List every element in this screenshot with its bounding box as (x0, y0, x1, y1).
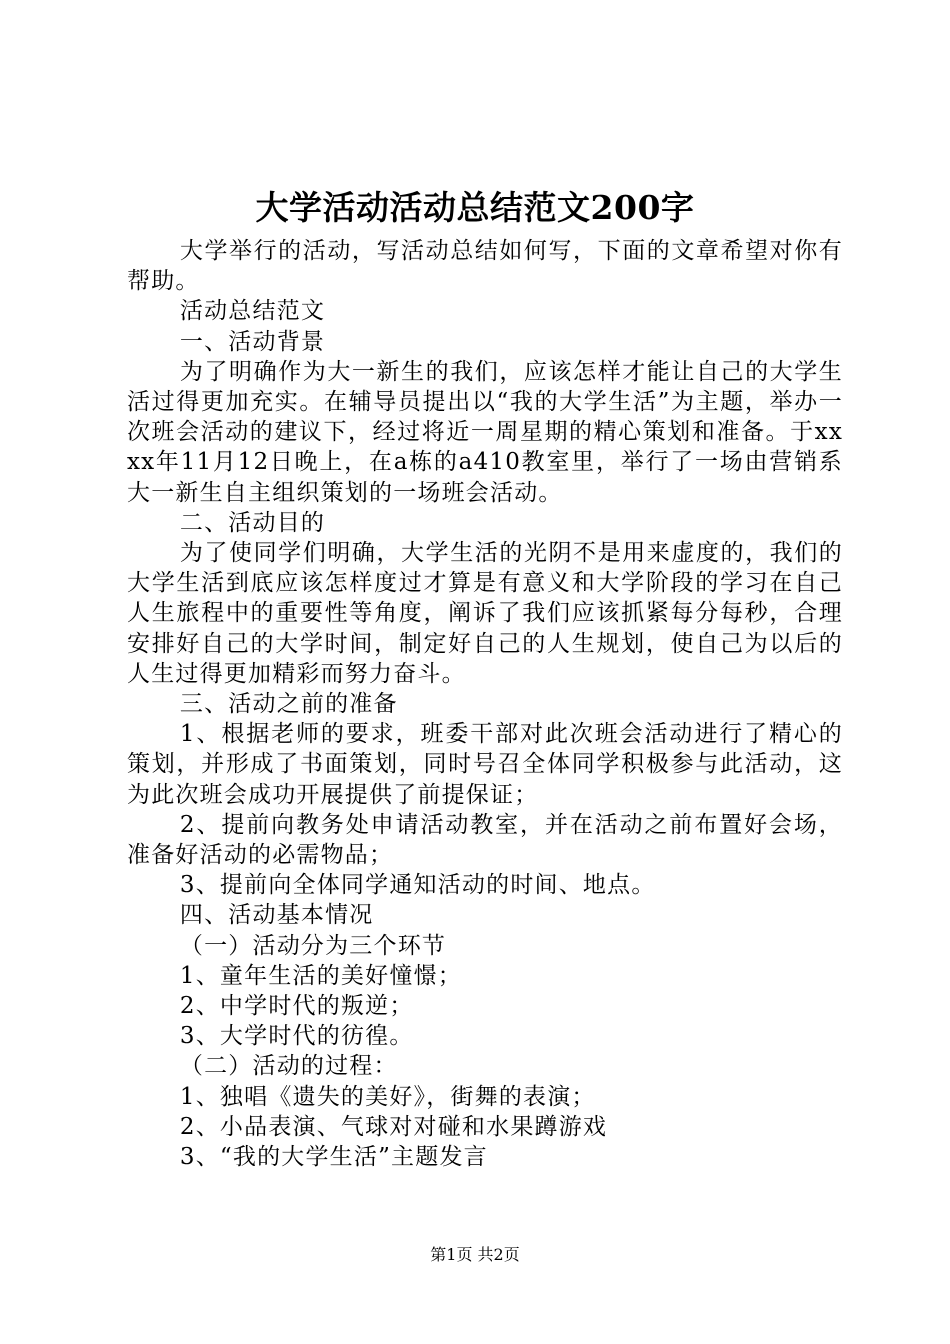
list-item-process-2: 2、小品表演、气球对对碰和水果蹲游戏 (179, 1113, 608, 1140)
paragraph-background: 为了明确作为大一新生的我们，应该怎样才能让自己的大学生活过得更加充实。在辅导员提出以“我的大学生活”为主题，举办一次班会活动的建议下，经过将近一周星期的精心策划和准备。于xxxx年11月12日晚上，在a栋的a410教室里，举行了一场由营销系大一新生自主组织策划的一场班会活动。 (127, 358, 843, 506)
list-item-part-3: 3、大学时代的彷徨。 (179, 1023, 414, 1050)
list-item-process-1: 1、独唱《遗失的美好》，街舞的表演； (179, 1083, 596, 1110)
paragraph-purpose: 为了使同学们明确，大学生活的光阴不是用来虚度的，我们的大学生活到底应该怎样度过才算是有意义和大学阶段的学习在自己人生旅程中的重要性等角度，阐诉了我们应该抓紧每分每秒，合理安排好自己的大学时间，制定好自己的人生规划，使自己为以后的人生过得更加精彩而努力奋斗。 (127, 540, 843, 687)
heading-basic-situation: 四、活动基本情况 (179, 902, 374, 929)
subheading-process: （二）活动的过程： (179, 1053, 398, 1080)
heading-preparation: 三、活动之前的准备 (179, 691, 398, 718)
page-number-footer: 第1页 共2页 (430, 1245, 520, 1264)
list-item-part-1: 1、童年生活的美好憧憬； (179, 962, 462, 989)
document-body (127, 236, 843, 1172)
paragraph-intro: 大学举行的活动，写活动总结如何写，下面的文章希望对你有帮助。 (127, 238, 843, 295)
heading-background: 一、活动背景 (179, 328, 326, 355)
list-item-process-3: 3、“我的大学生活”主题发言 (179, 1144, 488, 1171)
paragraph-preparation-1: 1、根据老师的要求，班委干部对此次班会活动进行了精心的策划，并形成了书面策划，同时号召全体同学积极参与此活动，这为此次班会成功开展提供了前提保证； (127, 721, 843, 808)
subheading-three-parts: （一）活动分为三个环节 (179, 932, 447, 959)
list-item-part-2: 2、中学时代的叛逆； (179, 993, 414, 1020)
paragraph-preparation-2: 2、提前向教务处申请活动教室，并在活动之前布置好会场，准备好活动的必需物品； (127, 811, 843, 869)
paragraph-preparation-3: 3、提前向全体同学通知活动的时间、地点。 (179, 872, 656, 899)
document-title: 大学活动活动总结范文200字 (255, 188, 695, 227)
heading-purpose: 二、活动目的 (179, 509, 326, 536)
heading-summary-sample: 活动总结范文 (179, 298, 326, 325)
